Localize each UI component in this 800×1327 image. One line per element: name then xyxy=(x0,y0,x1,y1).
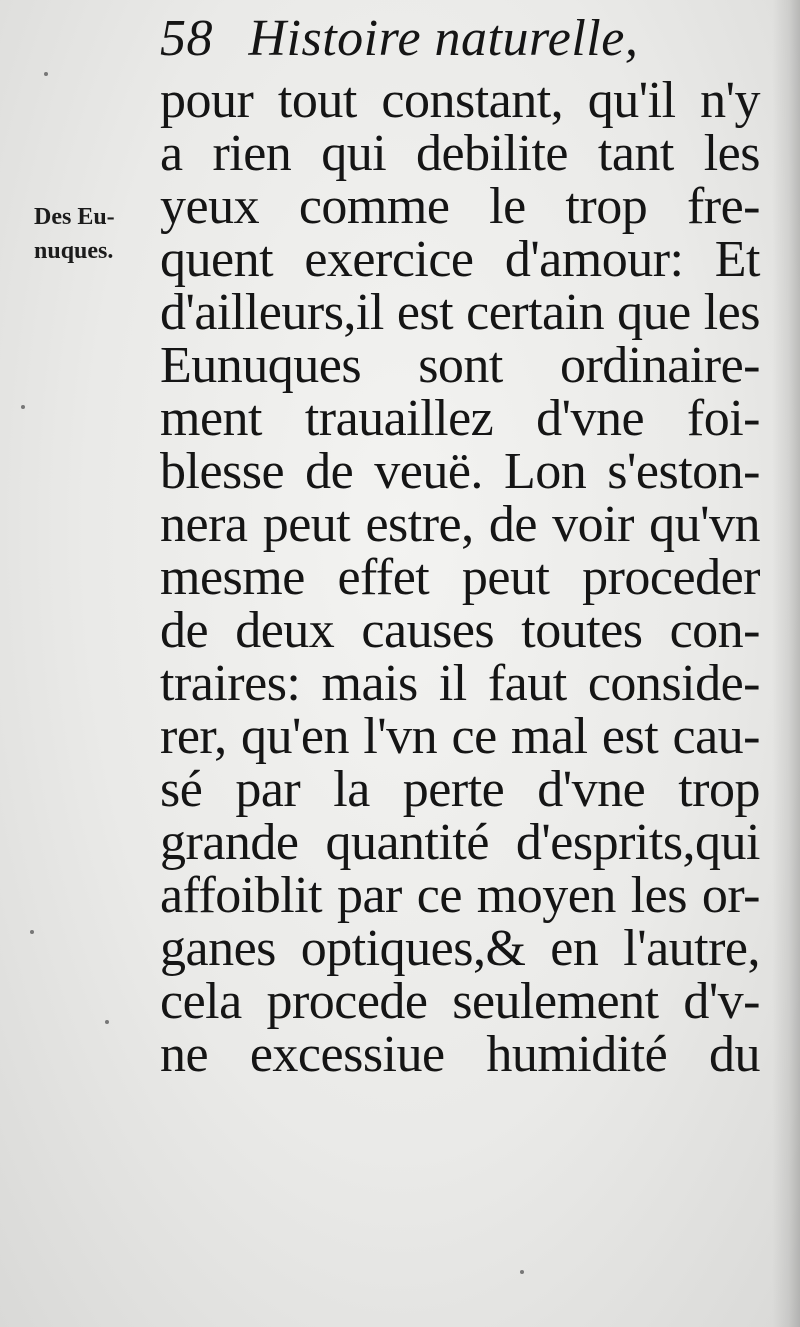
text-line: d'ailleurs,il est certain que les xyxy=(160,284,760,341)
ink-speck xyxy=(105,1020,109,1024)
ink-speck xyxy=(44,72,48,76)
ink-speck xyxy=(30,930,34,934)
running-head xyxy=(160,4,760,74)
text-line: affoiblit par ce moyen les or- xyxy=(160,867,760,924)
text-line: rer, qu'en l'vn ce mal est cau- xyxy=(160,708,760,765)
text-line: mesme effet peut proceder xyxy=(160,549,760,606)
text-line: de deux causes toutes con- xyxy=(160,602,760,659)
text-line: cela procede seulement d'v- xyxy=(160,973,760,1030)
gutter-shadow xyxy=(772,0,800,1327)
ink-speck xyxy=(520,1270,524,1274)
text-line: a rien qui debilite tant les xyxy=(160,125,760,182)
text-line: traires: mais il faut conside- xyxy=(160,655,760,712)
text-line: Eunuques sont ordinaire- xyxy=(160,337,760,394)
text-line: quent exercice d'amour: Et xyxy=(160,231,760,288)
text-line: yeux comme le trop fre- xyxy=(160,178,760,235)
text-line: ne excessiue humidité du xyxy=(160,1026,760,1083)
page-number: 58 xyxy=(160,10,213,67)
text-line: ganes optiques,& en l'autre, xyxy=(160,920,760,977)
ink-speck xyxy=(21,405,25,409)
body-text xyxy=(160,74,760,1081)
text-line: nera peut estre, de voir qu'vn xyxy=(160,496,760,553)
margin-note-line: nuques. xyxy=(34,238,114,264)
margin-note-line: Des Eu- xyxy=(34,204,115,230)
running-title: Histoire naturelle, xyxy=(248,10,639,67)
margin-note xyxy=(34,200,158,268)
text-line: ment trauaillez d'vne foi- xyxy=(160,390,760,447)
text-line: blesse de veuë. Lon s'eston- xyxy=(160,443,760,500)
text-line: pour tout constant, qu'il n'y xyxy=(160,72,760,129)
text-line: grande quantité d'esprits,qui xyxy=(160,814,760,871)
text-line: sé par la perte d'vne trop xyxy=(160,761,760,818)
